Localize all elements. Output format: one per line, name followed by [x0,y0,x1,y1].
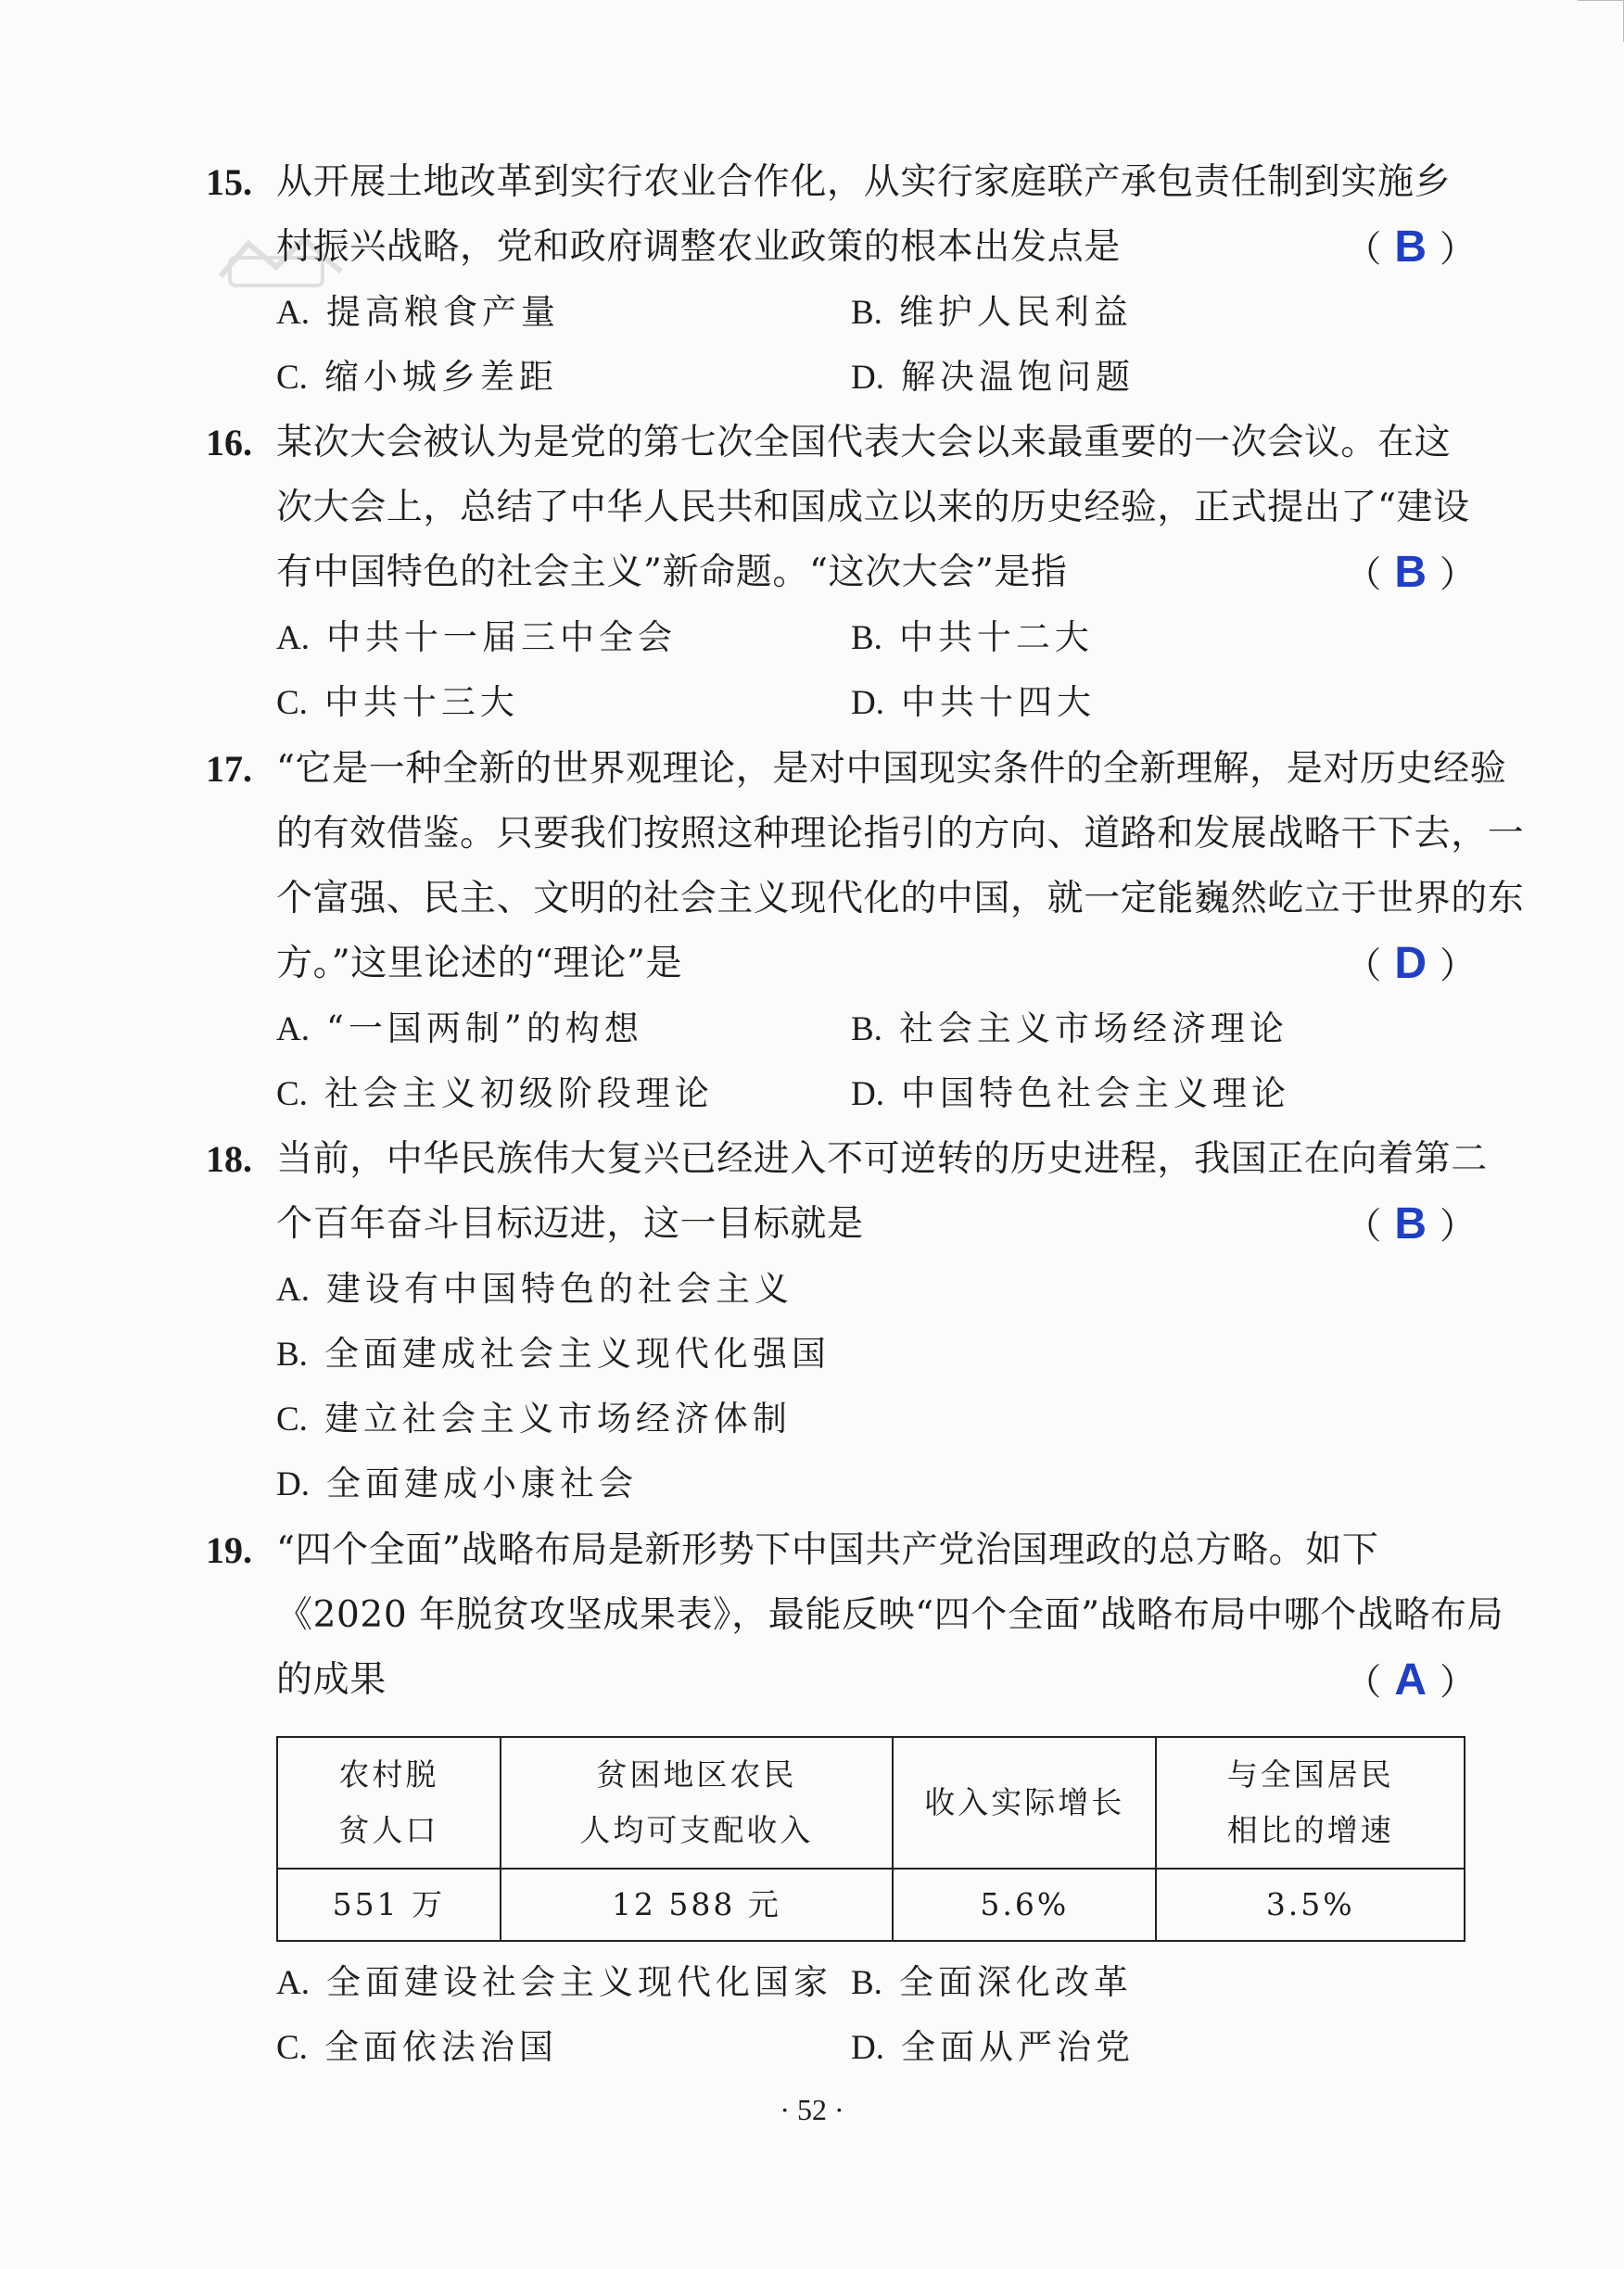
table-header-cell: 农村脱 贫人口 [277,1737,501,1869]
question-18 [206,1127,1488,1516]
option-b: B. 社会主义市场经济理论 [851,1008,1288,1048]
table-header-cell: 贫困地区农民 人均可支配收入 [501,1737,893,1869]
poverty-results-table [276,1736,1465,1942]
answer-letter: D [1394,939,1427,988]
question-number: 17. [206,748,252,790]
question-text: 的成果 [276,1659,387,1701]
answer-letter: B [1394,1199,1427,1249]
answer-box: （ A ） [1345,1655,1476,1705]
table-header-row [277,1737,1465,1869]
option-a: A. 提高粮食产量 [276,292,560,332]
option-a: A. 中共十一届三中全会 [276,617,677,657]
question-text: 有中国特色的社会主义”新命题。“这次大会”是指 [276,551,1068,593]
page-corner-fold [1568,0,1624,46]
option-d: D. 解决温饱问题 [851,357,1135,397]
question-number: 18. [206,1138,252,1180]
question-text: 某次大会被认为是党的第七次全国代表大会以来最重要的一次会议。在这 [276,422,1452,463]
table-header-cell: 收入实际增长 [893,1737,1156,1869]
option-b: B. 维护人民利益 [851,292,1133,332]
table-cell: 551 万 [277,1869,501,1941]
option-b: B. 中共十二大 [851,617,1094,657]
question-text: 个富强、民主、文明的社会主义现代化的中国，就一定能巍然屹立于世界的东 [276,878,1525,919]
question-15 [206,150,1476,410]
option-c: C. 中共十三大 [276,682,519,722]
answer-box: （ B ） [1345,548,1476,597]
option-c: C. 全面依法治国 [276,2027,558,2067]
question-text: “它是一种全新的世界观理论，是对中国现实条件的全新理解，是对历史经验 [276,748,1507,790]
question-number: 16. [206,422,252,463]
answer-box: （ D ） [1345,939,1476,988]
option-b: B. 全面建成社会主义现代化强国 [276,1334,831,1374]
option-a: A. “一国两制”的构想 [276,1008,643,1048]
question-text: 个百年奋斗目标迈进，这一目标就是 [276,1203,864,1245]
question-19 [206,1518,1504,1713]
answer-letter: B [1394,548,1427,597]
option-d: D. 中共十四大 [851,682,1096,722]
option-d: D. 全面建成小康社会 [276,1464,638,1503]
page-number: · 52 · [780,2093,844,2126]
answer-letter: A [1394,1655,1427,1705]
question-number: 19. [206,1529,252,1571]
table-row [277,1869,1465,1941]
table-header-cell: 与全国居民 相比的增速 [1156,1737,1465,1869]
table-cell: 5.6% [893,1869,1156,1941]
question-17 [206,737,1525,1126]
question-19-options [206,1950,1476,2080]
option-d: D. 全面从严治党 [851,2027,1135,2067]
question-text: “四个全面”战略布局是新形势下中国共产党治国理政的总方略。如下 [276,1529,1379,1571]
question-number: 15. [206,161,252,203]
question-text: 方。”这里论述的“理论”是 [276,943,683,984]
table-cell: 12 588 元 [501,1869,893,1941]
option-c: C. 缩小城乡差距 [276,357,558,397]
option-d: D. 中国特色社会主义理论 [851,1073,1290,1113]
question-text: 从开展土地改革到实行农业合作化，从实行家庭联产承包责任制到实施乡 [276,161,1452,203]
question-text: 的有效借鉴。只要我们按照这种理论指引的方向、道路和发展战略干下去，一 [276,813,1525,855]
option-a: A. 建设有中国特色的社会主义 [276,1269,793,1309]
question-text: 当前，中华民族伟大复兴已经进入不可逆转的历史进程，我国正在向着第二 [276,1138,1488,1180]
question-text: 《2020 年脱贫攻坚成果表》，最能反映“四个全面”战略布局中哪个战略布局 [276,1594,1504,1636]
question-text: 村振兴战略，党和政府调整农业政策的根本出发点是 [276,226,1121,268]
option-a: A. 全面建设社会主义现代化国家 [276,1962,832,2002]
answer-box: （ B ） [1345,1199,1476,1249]
option-c: C. 建立社会主义市场经济体制 [276,1399,792,1439]
question-text: 次大会上，总结了中华人民共和国成立以来的历史经验，正式提出了“建设 [276,487,1470,528]
option-c: C. 社会主义初级阶段理论 [276,1073,714,1113]
question-16 [206,411,1476,735]
table-cell: 3.5% [1156,1869,1465,1941]
answer-box: （ B ） [1345,222,1476,272]
answer-letter: B [1394,222,1427,272]
option-b: B. 全面深化改革 [851,1962,1133,2002]
